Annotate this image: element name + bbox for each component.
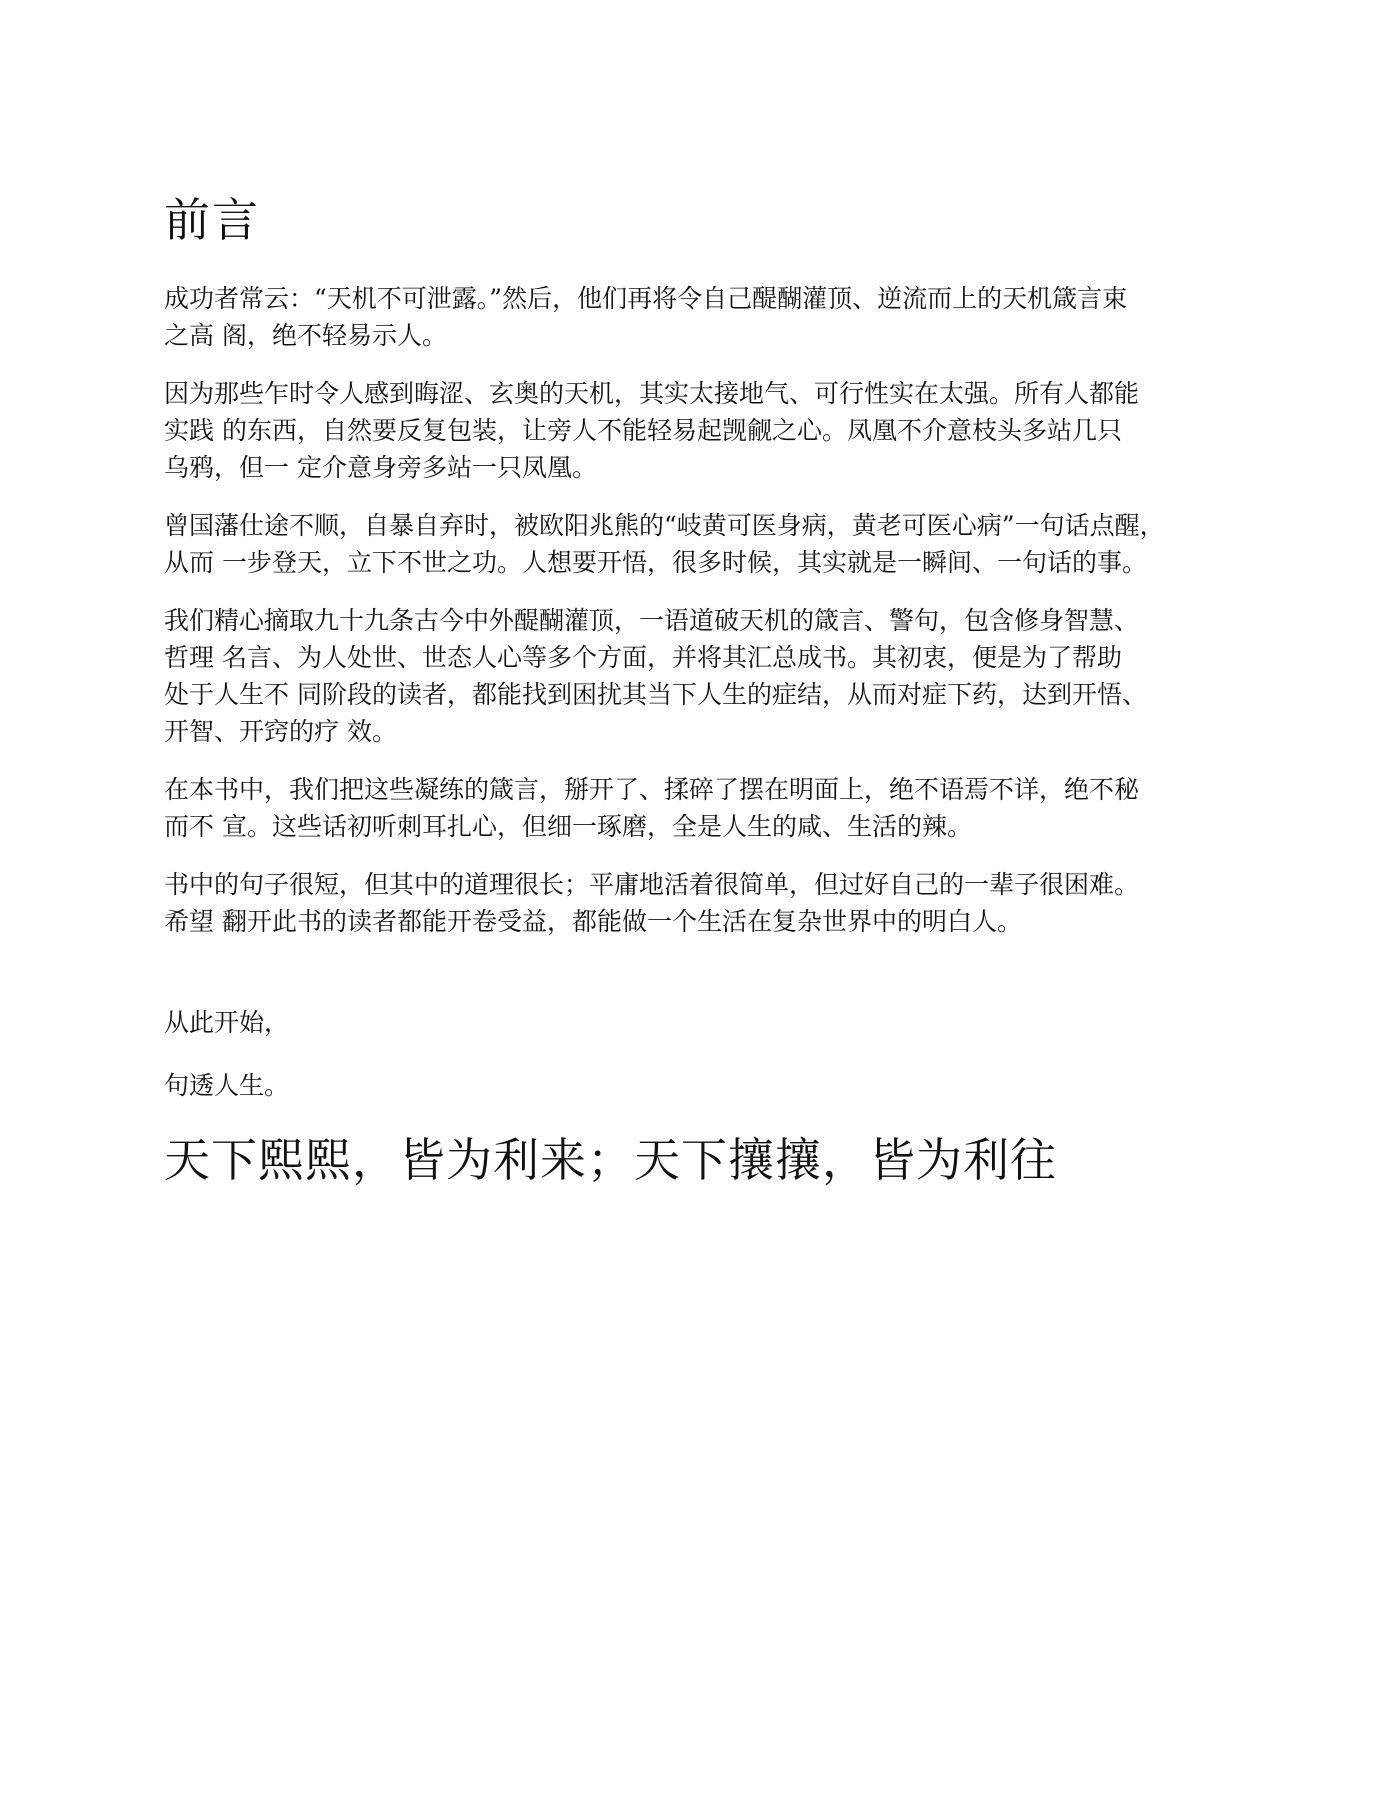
closing-line-2: 句透人生。 (164, 1071, 290, 1100)
chapter-headline: 天下熙熙，皆为利来；天下攘攘，皆为利往 (164, 1133, 1057, 1187)
document-page (164, 190, 1244, 1190)
paragraph-4: 我们精心摘取九十九条古今中外醍醐灌顶，一语道破天机的箴言、警句，包含修身智慧、 哲理 名言、为人处世、世态人心等多个方面，并将其汇总成书。其初衷，便是为了帮助 处于人生不 同阶段的读者，都能找到困扰其当下人生的症结，从而对症下药，达到开悟、 开智、开窍的疗 效。 (164, 606, 1147, 746)
paragraph-5: 在本书中，我们把这些凝练的箴言，掰开了、揉碎了摆在明面上，绝不语焉不详，绝不秘 而不 宣。这些话初听刺耳扎心，但细一琢磨，全是人生的咸、生活的辣。 (164, 775, 1140, 841)
paragraph-2: 因为那些乍时令人感到晦涩、玄奥的天机，其实太接地气、可行性实在太强。所有人都能 实践 的东西，自然要反复包装，让旁人不能轻易起觊觎之心。凤凰不介意枝头多站几只 乌鸦，但一 定介意身旁多站一只凤凰。 (164, 379, 1140, 482)
paragraph-3: 曾国藩仕途不顺，自暴自弃时，被欧阳兆熊的“岐黄可医身病，黄老可医心病”一句话点醒， 从而 一步登天，立下不世之功。人想要开悟，很多时候，其实就是一瞬间、一句话的事。 (164, 511, 1165, 577)
page-title: 前言 (164, 193, 260, 247)
preface-body (164, 280, 1244, 940)
closing-lines (164, 1004, 1244, 1104)
paragraph-6: 书中的句子很短，但其中的道理很长；平庸地活着很简单，但过好自己的一辈子很困难。 希望 翻开此书的读者都能开卷受益，都能做一个生活在复杂世界中的明白人。 (164, 870, 1140, 936)
paragraph-1: 成功者常云：“天机不可泄露。”然后，他们再将令自己醍醐灌顶、逆流而上的天机箴言束 之高 阁，绝不轻易示人。 (164, 284, 1128, 350)
closing-line-1: 从此开始， (164, 1008, 290, 1037)
